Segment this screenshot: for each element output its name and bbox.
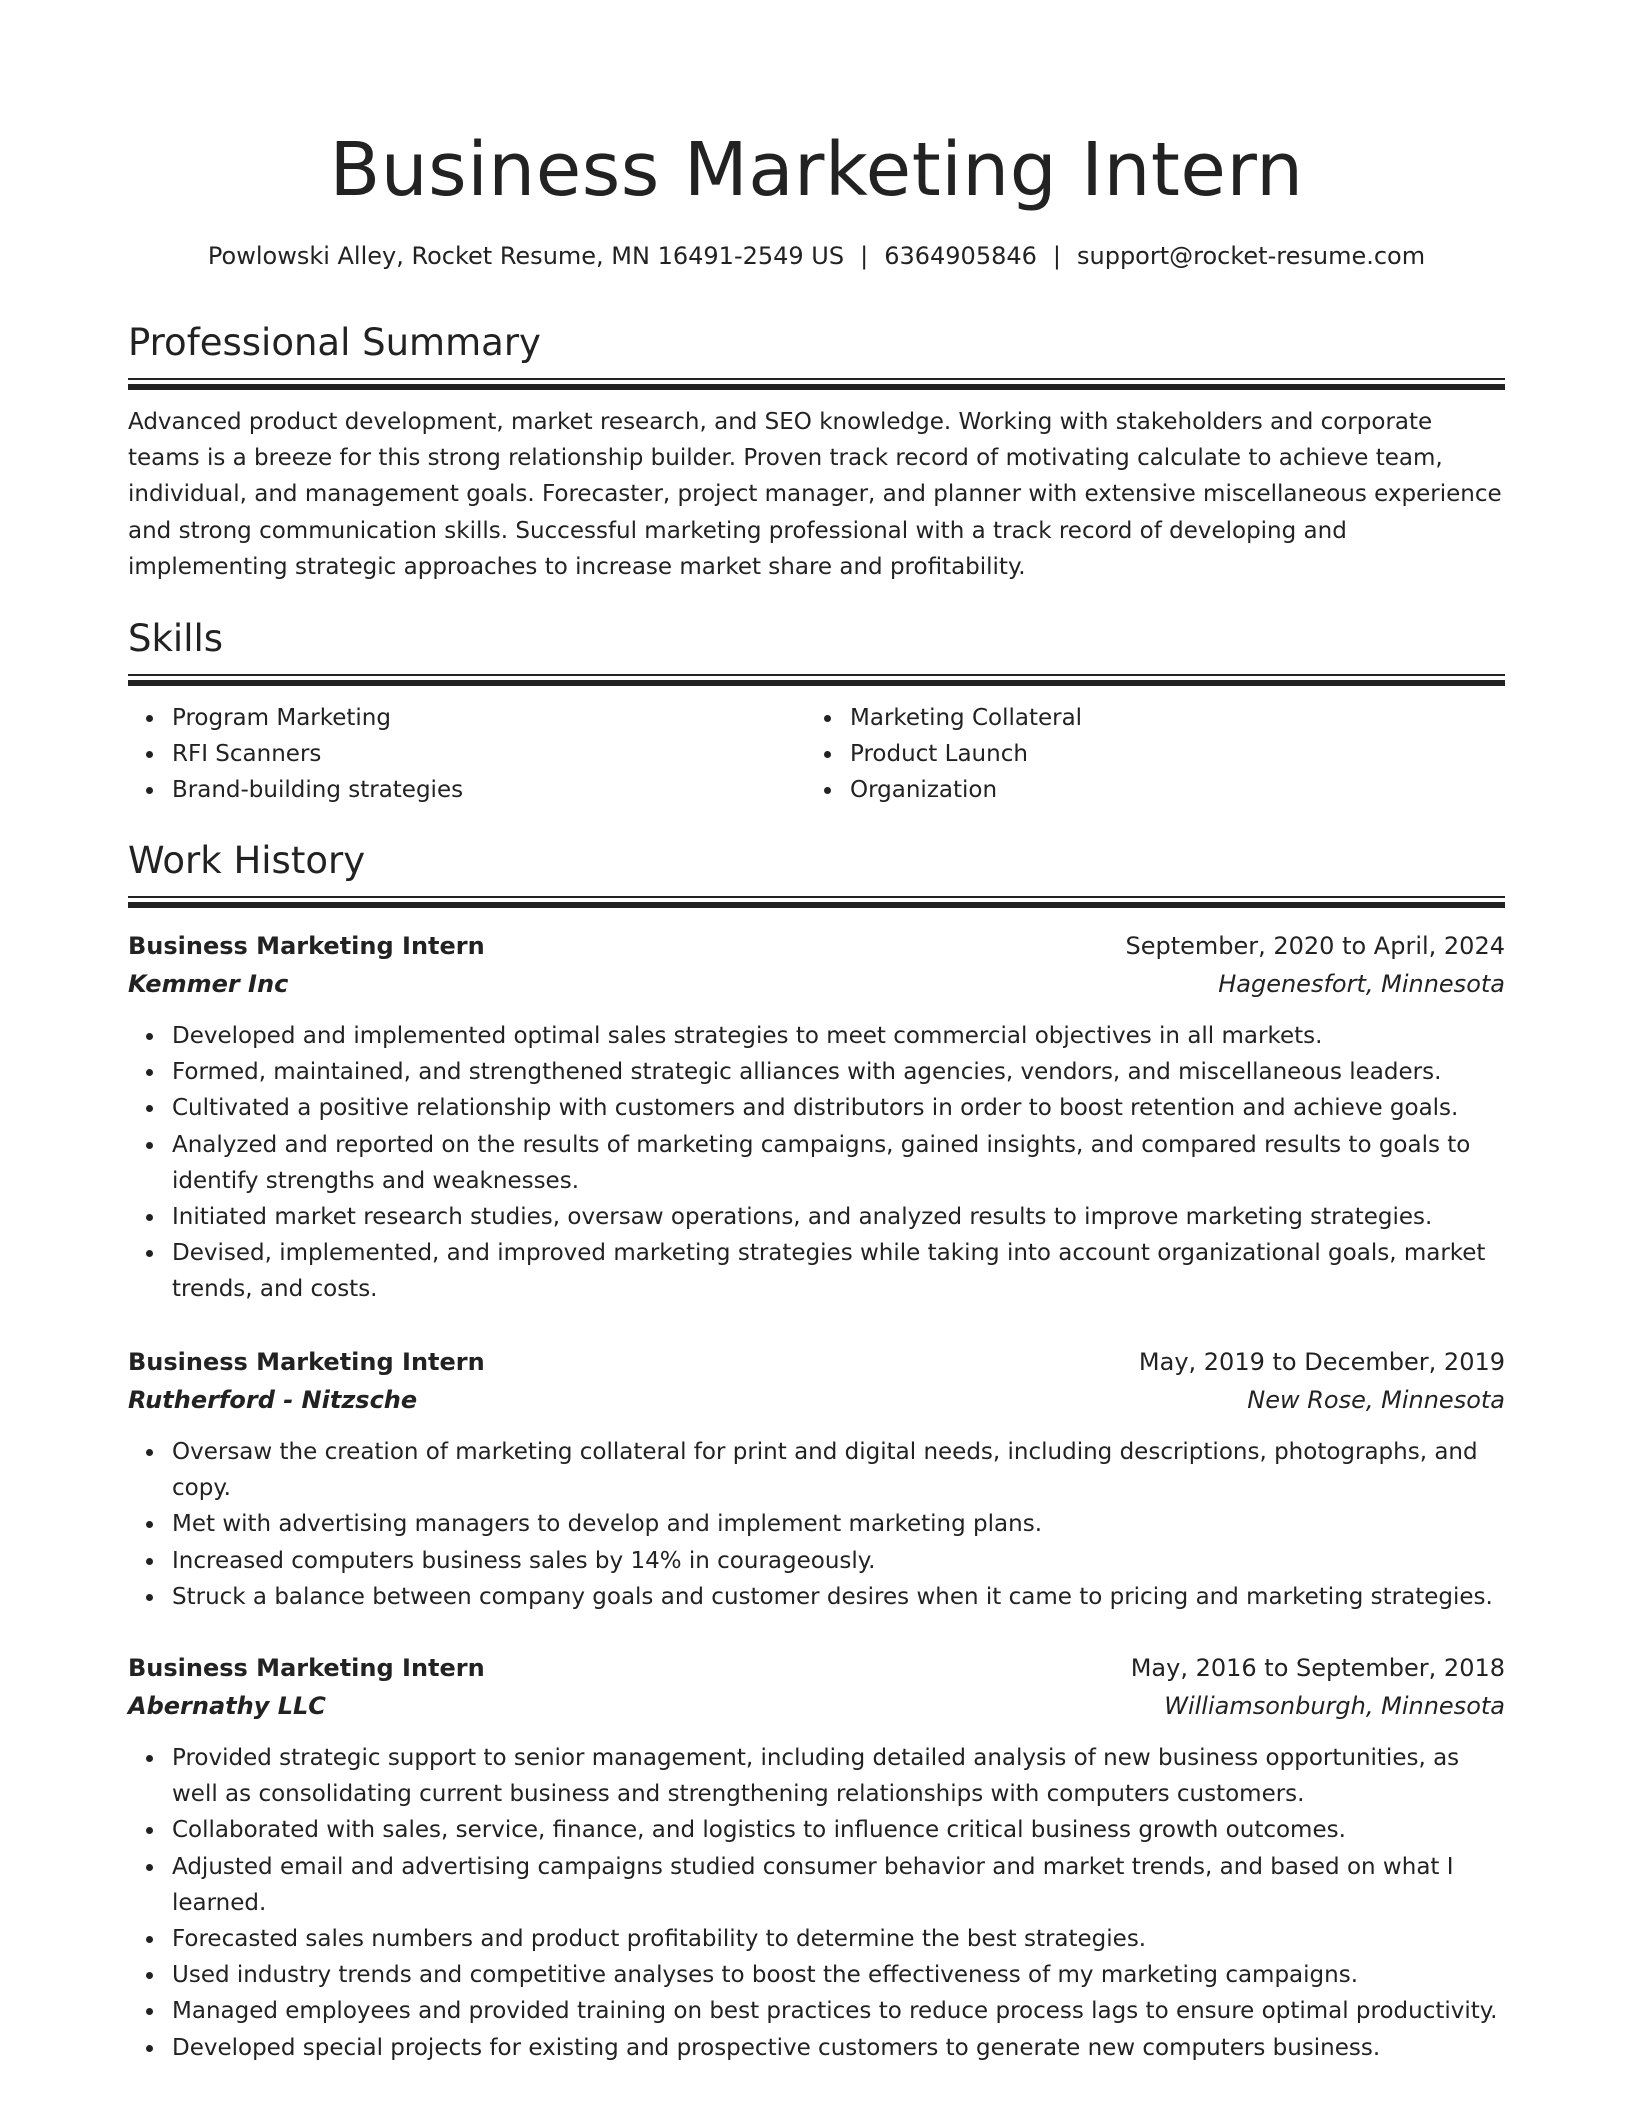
job-entry [128,928,1505,1308]
skills-column-left [128,700,806,809]
job-bullet: Oversaw the creation of marketing collateral for print and digital needs, including descriptions, photographs, and copy. [172,1434,1505,1506]
job-bullets [128,1740,1505,2066]
job-company: Kemmer Inc [128,970,289,998]
skills-column-right [806,700,1484,809]
summary-text: Advanced product development, market research, and SEO knowledge. Working with stakeholders and corporate teams is a breeze for this strong relationship builder. Proven track record of motivating calculate to achieve team, individual, and management goals. Forecaster, project manager, and planner with extensive miscellaneous experience and strong communication skills. Successful marketing professional with a track record of developing and implementing strategic approaches to increase market share and profitability. [128,409,1502,580]
skill-item: Brand-building strategies [172,772,806,808]
job-bullet: Developed and implemented optimal sales strategies to meet commercial objectives in all markets. [172,1018,1505,1054]
job-title: Business Marketing Intern [128,932,485,960]
job-bullets [128,1018,1505,1308]
job-bullet: Managed employees and provided training on best practices to reduce process lags to ensure optimal productivity. [172,1993,1505,2029]
skill-item: Program Marketing [172,700,806,736]
job-bullet: Cultivated a positive relationship with customers and distributors in order to boost retention and achieve goals. [172,1090,1505,1126]
job-bullet: Developed special projects for existing and prospective customers to generate new computers business. [172,2030,1505,2066]
job-bullet: Struck a balance between company goals and customer desires when it came to pricing and marketing strategies. [172,1579,1505,1615]
job-company: Abernathy LLC [128,1692,326,1720]
contact-address: Powlowski Alley, Rocket Resume, MN 16491-2549 US [207,242,845,270]
job-location: Williamsonburgh, Minnesota [1164,1692,1505,1720]
section-title-summary: Professional Summary [128,321,541,364]
job-location: New Rose, Minnesota [1247,1386,1505,1414]
contact-email: support@rocket-resume.com [1077,242,1426,270]
section-title-skills: Skills [128,617,224,660]
summary-section [128,318,1505,585]
job-bullet: Met with advertising managers to develop and implement marketing plans. [172,1506,1505,1542]
job-header [128,928,1505,1004]
job-header [128,1344,1505,1420]
skill-item: Marketing Collateral [850,700,1484,736]
job-dates: May, 2019 to December, 2019 [1138,1348,1505,1376]
skill-item: Organization [850,772,1484,808]
job-entry [128,1344,1505,1615]
skills-grid [128,700,1505,809]
section-divider [128,674,1505,686]
job-location: Hagenesfort, Minnesota [1218,970,1505,998]
job-title: Business Marketing Intern [128,1348,485,1376]
job-bullet: Used industry trends and competitive analyses to boost the effectiveness of my marketing campaigns. [172,1957,1505,1993]
job-dates: May, 2016 to September, 2018 [1130,1654,1505,1682]
section-divider [128,378,1505,390]
skill-item: RFI Scanners [172,736,806,772]
job-bullet: Devised, implemented, and improved marketing strategies while taking into account organizational goals, market trends, and costs. [172,1235,1505,1307]
job-title: Business Marketing Intern [128,1654,485,1682]
job-entry [128,1650,1505,2066]
job-company: Rutherford - Nitzsche [128,1386,418,1414]
job-bullet: Increased computers business sales by 14% in courageously. [172,1543,1505,1579]
job-bullet: Initiated market research studies, oversaw operations, and analyzed results to improve marketing strategies. [172,1199,1505,1235]
section-divider [128,896,1505,908]
contact-line [128,238,1505,274]
resume-name: Business Marketing Intern [329,127,1304,213]
job-bullet: Analyzed and reported on the results of marketing campaigns, gained insights, and compared results to goals to identify strengths and weaknesses. [172,1127,1505,1199]
job-bullets [128,1434,1505,1615]
job-bullet: Provided strategic support to senior management, including detailed analysis of new business opportunities, as well as consolidating current business and strengthening relationships with computers customers. [172,1740,1505,1812]
work-history-section [128,836,1505,908]
contact-separator: | [860,242,869,270]
skill-item: Product Launch [850,736,1484,772]
job-bullet: Collaborated with sales, service, finance, and logistics to influence critical business growth outcomes. [172,1812,1505,1848]
job-dates: September, 2020 to April, 2024 [1125,932,1505,960]
contact-phone: 6364905846 [884,242,1037,270]
skills-section [128,614,1505,809]
contact-separator: | [1052,242,1061,270]
section-title-work-history: Work History [128,839,366,882]
job-bullet: Formed, maintained, and strengthened strategic alliances with agencies, vendors, and miscellaneous leaders. [172,1054,1505,1090]
job-header [128,1650,1505,1726]
job-bullet: Adjusted email and advertising campaigns studied consumer behavior and market trends, and based on what I learned. [172,1849,1505,1921]
job-bullet: Forecasted sales numbers and product profitability to determine the best strategies. [172,1921,1505,1957]
